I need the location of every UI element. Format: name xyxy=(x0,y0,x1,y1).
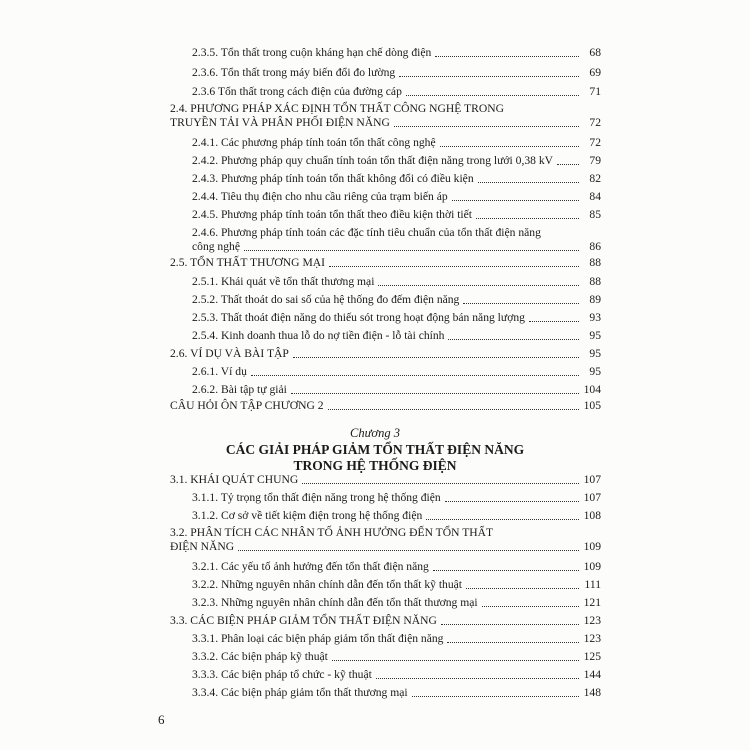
leader-dots xyxy=(378,284,579,286)
toc-entry-section xyxy=(170,399,601,413)
toc-entry xyxy=(192,275,601,289)
toc-entry xyxy=(192,650,601,664)
toc-entry xyxy=(192,668,601,682)
toc-page-number: 105 xyxy=(583,399,601,412)
toc-entry-text: 3.2.2. Những nguyên nhân chính dẫn đến tổn thất kỹ thuật xyxy=(192,578,462,591)
toc-entry xyxy=(192,632,601,646)
toc-page-number: 144 xyxy=(583,668,601,681)
toc-entry xyxy=(192,172,601,186)
toc-entry-text: CÂU HỎI ÔN TẬP CHƯƠNG 2 xyxy=(170,399,324,412)
leader-dots xyxy=(399,75,579,77)
toc-entry xyxy=(192,66,601,80)
leader-dots xyxy=(426,518,579,520)
toc-entry xyxy=(192,46,601,60)
leader-dots xyxy=(332,659,579,661)
chapter-title-line2: TRONG HỆ THỐNG ĐIỆN xyxy=(293,458,457,473)
toc-entry-text: 3.3.3. Các biện pháp tổ chức - kỹ thuật xyxy=(192,668,372,681)
toc-entry-text: 2.3.6 Tổn thất trong cách điện của đường cáp xyxy=(192,85,402,98)
toc-entry xyxy=(192,293,601,307)
toc-entry xyxy=(192,154,601,168)
toc-entry-text: 2.3.6. Tổn thất trong máy biến đổi đo lường xyxy=(192,66,396,79)
leader-dots xyxy=(251,374,579,376)
leader-dots xyxy=(291,392,579,394)
toc-entry-section xyxy=(170,473,601,487)
toc-page-number: 95 xyxy=(589,347,601,360)
leader-dots xyxy=(466,587,579,589)
toc-entry xyxy=(192,383,601,397)
leader-dots xyxy=(394,125,579,127)
toc-entry-section xyxy=(170,526,601,554)
toc-entry-section xyxy=(170,256,601,270)
toc-entry xyxy=(192,596,601,610)
toc-page-number: 71 xyxy=(589,85,601,98)
toc-page-number: 111 xyxy=(584,578,601,591)
toc-entry-text-line1: 2.4.6. Phương pháp tính toán các đặc tính tiêu chuẩn của tổn thất điện năng xyxy=(192,226,541,239)
toc-entry-text: 2.5.3. Thất thoát điện năng do thiếu sót trong hoạt động bán năng lượng xyxy=(192,311,525,324)
leader-dots xyxy=(433,569,579,571)
leader-dots xyxy=(448,338,579,340)
toc-entry-text: 3.1.1. Tỷ trọng tổn thất điện năng trong hệ thống điện xyxy=(192,491,441,504)
toc-entry-text: 2.4.1. Các phương pháp tính toán tổn thất công nghệ xyxy=(192,136,436,149)
toc-page-number: 68 xyxy=(589,46,601,59)
toc-page-number: 95 xyxy=(589,329,601,342)
toc-entry-text: 2.6.1. Ví dụ xyxy=(192,365,247,378)
leader-dots xyxy=(376,677,579,679)
leader-dots xyxy=(529,320,579,322)
leader-dots xyxy=(482,605,579,607)
toc-entry-text-line2: công nghệ xyxy=(192,240,240,253)
toc-page-number: 85 xyxy=(589,208,601,221)
toc-entry-section xyxy=(170,347,601,361)
leader-dots xyxy=(412,695,579,697)
toc-entry-text: 2.5.1. Khái quát về tổn thất thương mại xyxy=(192,275,375,288)
leader-dots xyxy=(293,356,579,358)
toc-entry-text: 3.2.1. Các yếu tố ảnh hưởng đến tổn thất điện năng xyxy=(192,560,429,573)
toc-page-number: 88 xyxy=(589,275,601,288)
toc-page-number: 107 xyxy=(583,491,601,504)
chapter-label: Chương 3 xyxy=(350,426,400,440)
toc-entry xyxy=(192,208,601,222)
leader-dots xyxy=(238,549,579,551)
toc-entry-text: 2.6.2. Bài tập tự giải xyxy=(192,383,287,396)
toc-page-number: 69 xyxy=(589,66,601,79)
toc-page-number: 121 xyxy=(583,596,601,609)
toc-page-number: 72 xyxy=(589,116,601,129)
page-number: 6 xyxy=(158,712,165,727)
toc-page-number: 72 xyxy=(589,136,601,149)
toc-entry-text: 2.4.3. Phương pháp tính toán tổn thất không đổi có điều kiện xyxy=(192,172,474,185)
toc-entry-text: 2.4.4. Tiêu thụ điện cho nhu cầu riêng của trạm biến áp xyxy=(192,190,448,203)
toc-entry-text: 2.4.5. Phương pháp tính toán tổn thất theo điều kiện thời tiết xyxy=(192,208,473,221)
toc-entry-text: 2.4.2. Phương pháp quy chuẩn tính toán tổn thất điện năng trong lưới 0,38 kV xyxy=(192,154,554,167)
toc-entry-text: 3.2.3. Những nguyên nhân chính dẫn đến tổn thất thương mại xyxy=(192,596,478,609)
toc-page-number: 123 xyxy=(583,632,601,645)
toc-page-number: 89 xyxy=(589,293,601,306)
leader-dots xyxy=(557,163,579,165)
toc-entry-section xyxy=(170,614,601,628)
toc-entry-text-line1: 2.4. PHƯƠNG PHÁP XÁC ĐỊNH TỔN THẤT CÔNG NGHỆ TRONG xyxy=(170,102,504,115)
toc-entry-text: 3.3. CÁC BIỆN PHÁP GIẢM TỔN THẤT ĐIỆN NĂNG xyxy=(170,614,437,627)
toc-page-number: 109 xyxy=(583,560,601,573)
toc-page-number: 82 xyxy=(589,172,601,185)
toc-entry xyxy=(192,578,601,592)
toc-entry-text: 2.5. TỔN THẤT THƯƠNG MẠI xyxy=(170,256,325,269)
toc-page-number: 125 xyxy=(583,650,601,663)
leader-dots xyxy=(476,217,579,219)
toc-entry xyxy=(192,491,601,505)
toc-entry-section xyxy=(170,102,601,130)
toc-page-number: 108 xyxy=(583,509,601,522)
leader-dots xyxy=(441,623,579,625)
toc-entry-text: 3.3.2. Các biện pháp kỹ thuật xyxy=(192,650,328,663)
leader-dots xyxy=(328,408,579,410)
leader-dots xyxy=(440,145,579,147)
toc-entry-text-line1: 3.2. PHÂN TÍCH CÁC NHÂN TỐ ẢNH HƯỞNG ĐẾN TỔN THẤT xyxy=(170,526,494,539)
toc-page-number: 93 xyxy=(589,311,601,324)
leader-dots xyxy=(447,641,579,643)
toc-page-number: 109 xyxy=(583,540,601,553)
leader-dots xyxy=(406,94,579,96)
leader-dots xyxy=(302,482,579,484)
toc-page-number: 107 xyxy=(583,473,601,486)
toc-entry-text: 3.1.2. Cơ sở về tiết kiệm điện trong hệ thống điện xyxy=(192,509,423,522)
toc-entry xyxy=(192,85,601,99)
leader-dots xyxy=(463,302,579,304)
chapter-title-line1: CÁC GIẢI PHÁP GIẢM TỔN THẤT ĐIỆN NĂNG xyxy=(225,442,525,457)
toc-entry-text: 3.3.1. Phân loại các biện pháp giảm tổn thất điện năng xyxy=(192,632,444,645)
leader-dots xyxy=(329,265,579,267)
toc-entry xyxy=(192,686,601,700)
toc-entry xyxy=(192,560,601,574)
toc-entry xyxy=(192,509,601,523)
leader-dots xyxy=(452,199,579,201)
toc-entry-text: 3.3.4. Các biện pháp giảm tổn thất thương mại xyxy=(192,686,408,699)
toc-entry-text: 2.5.2. Thất thoát do sai số của hệ thống đo đếm điện năng xyxy=(192,293,460,306)
toc-page-number: 79 xyxy=(589,154,601,167)
toc-page-number: 86 xyxy=(589,240,601,253)
toc-entry xyxy=(192,329,601,343)
toc-entry-text-line2: TRUYỀN TẢI VÀ PHÂN PHỐI ĐIỆN NĂNG xyxy=(170,116,390,129)
toc-entry xyxy=(192,226,601,254)
toc-entry xyxy=(192,365,601,379)
toc-entry-text: 2.5.4. Kinh doanh thua lỗ do nợ tiền điện - lỗ tài chính xyxy=(192,329,445,342)
toc-page-number: 95 xyxy=(589,365,601,378)
toc-entry-text: 2.6. VÍ DỤ VÀ BÀI TẬP xyxy=(170,347,289,360)
toc-page-number: 104 xyxy=(583,383,601,396)
toc-page-number: 84 xyxy=(589,190,601,203)
toc-page-number: 88 xyxy=(589,256,601,269)
toc-entry xyxy=(192,190,601,204)
toc-entry-text: 2.3.5. Tổn thất trong cuộn kháng hạn chế dòng điện xyxy=(192,46,432,59)
leader-dots xyxy=(244,249,579,251)
toc-entry-text-line2: ĐIỆN NĂNG xyxy=(170,540,235,553)
leader-dots xyxy=(435,55,579,57)
toc-page-number: 123 xyxy=(583,614,601,627)
toc-entry-text: 3.1. KHÁI QUÁT CHUNG xyxy=(170,473,299,486)
leader-dots xyxy=(445,500,579,502)
toc-page-number: 148 xyxy=(583,686,601,699)
toc-entry xyxy=(192,311,601,325)
toc-entry xyxy=(192,136,601,150)
leader-dots xyxy=(478,181,579,183)
